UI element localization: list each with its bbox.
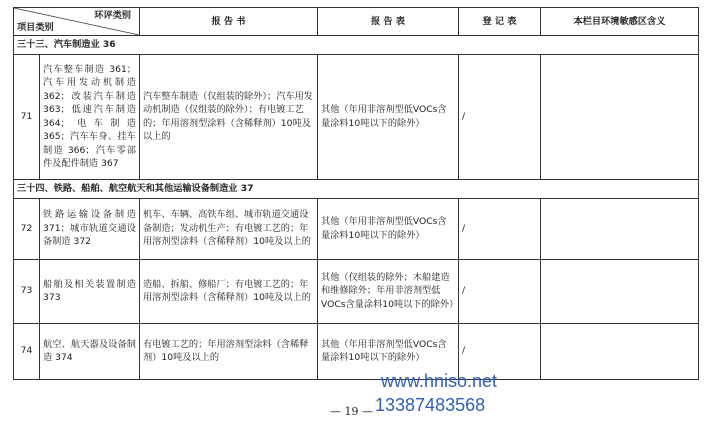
report-book-cell: 机车、车辆、高铁车组、城市轨道交通设备制造；发动机生产；有电镀工艺的；年用溶剂型涂料（含稀释剂）10吨及以上的 — [140, 198, 318, 259]
row-number: 72 — [14, 198, 40, 259]
report-book-cell: 造船、拆船、修船厂；有电镀工艺的；年用溶剂型涂料（含稀释剂）10吨及以上的 — [140, 259, 318, 323]
table-row — [14, 323, 699, 379]
section-title: 三十三、汽车制造业 36 — [14, 36, 699, 55]
report-form-cell: 其他（年用非溶剂型低VOCs含量涂料10吨以下的除外） — [318, 198, 459, 259]
section-row — [14, 179, 699, 198]
header-report-book: 报 告 书 — [140, 8, 318, 36]
report-book-cell: 有电镀工艺的；年用溶剂型涂料（含稀释剂）10吨及以上的 — [140, 323, 318, 379]
row-number: 71 — [14, 54, 40, 179]
table-row — [14, 198, 699, 259]
report-book-cell: 汽车整车制造（仅组装的除外）；汽车用发动机制造（仅组装的除外）；有电镀工艺的；年用溶剂型涂料（含稀释剂）10吨及以上的 — [140, 54, 318, 179]
sensitive-area-cell — [541, 323, 699, 379]
header-sensitive-area: 本栏目环境敏感区含义 — [541, 8, 699, 36]
sensitive-area-cell — [541, 198, 699, 259]
project-category: 汽车整车制造 361；汽车用发动机制造 362；改装汽车制造 363；低速汽车制造 364；电车制造 365；汽车车身、挂车制造 366；汽车零部件及配件制造 367 — [40, 54, 140, 179]
section-title: 三十四、铁路、船舶、航空航天和其他运输设备制造业 37 — [14, 179, 699, 198]
table-header-row — [14, 8, 699, 36]
registration-cell: / — [459, 198, 541, 259]
registration-cell: / — [459, 259, 541, 323]
project-category: 铁路运输设备制造371；城市轨道交通设备制造 372 — [40, 198, 140, 259]
watermark-url: www.hniso.net — [381, 371, 498, 391]
registration-cell: / — [459, 54, 541, 179]
section-row — [14, 36, 699, 55]
table-row — [14, 259, 699, 323]
row-number: 74 — [14, 323, 40, 379]
report-form-cell: 其他（年用非溶剂型低VOCs含量涂料10吨以下的除外） — [318, 323, 459, 379]
registration-cell: / — [459, 323, 541, 379]
project-category-label: 项目类别 — [17, 21, 54, 33]
header-registration: 登 记 表 — [459, 8, 541, 36]
env-category-label: 环评类别 — [94, 10, 131, 21]
report-form-cell: 其他（年用非溶剂型低VOCs含量涂料10吨以下的除外） — [318, 54, 459, 179]
project-category: 航空、航天器及设备制造 374 — [40, 323, 140, 379]
sensitive-area-cell — [541, 259, 699, 323]
diagonal-header-cell — [14, 8, 140, 36]
sensitive-area-cell — [541, 54, 699, 179]
classification-table — [13, 7, 699, 380]
report-form-cell: 其他（仅组装的除外；木船建造和维修除外；年用非溶剂型低VOCs含量涂料10吨以下的除外） — [318, 259, 459, 323]
project-category: 船舶及相关装置制造373 — [40, 259, 140, 323]
header-report-form: 报 告 表 — [318, 8, 459, 36]
row-number: 73 — [14, 259, 40, 323]
page-number: — 19 — — [330, 405, 373, 418]
watermark-phone: 13387483568 — [375, 395, 486, 415]
table-row — [14, 54, 699, 179]
